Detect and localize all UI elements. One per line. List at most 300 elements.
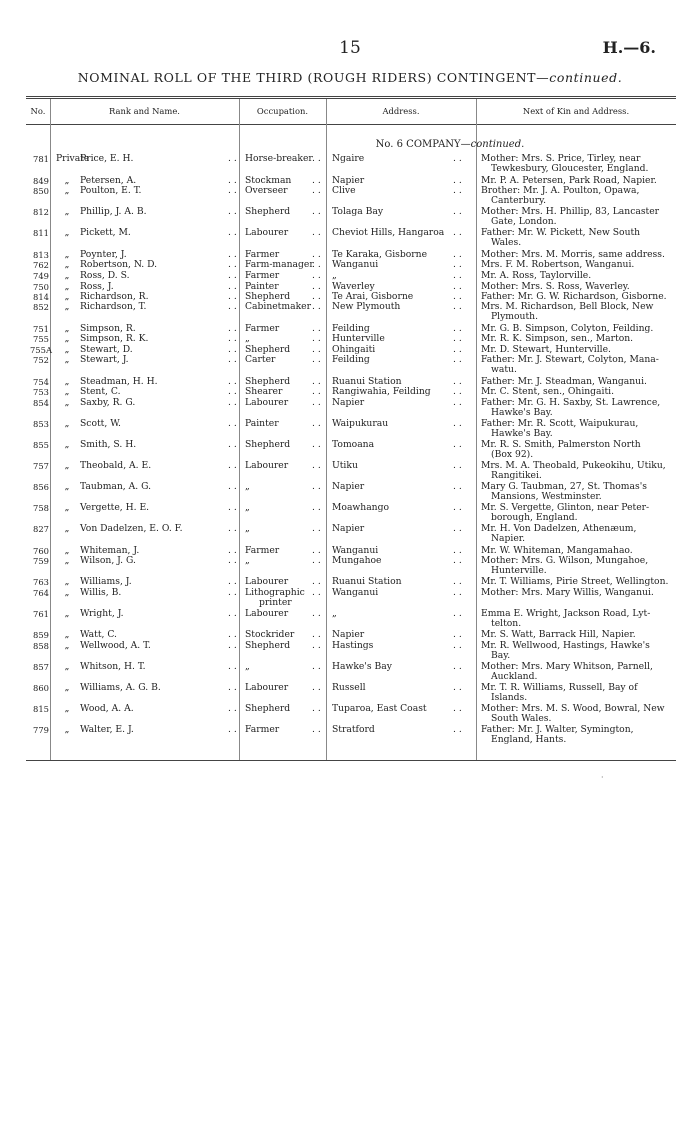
row-next-of-kin [481,228,673,249]
row-rank: „ [64,640,70,651]
row-rank: „ [64,270,70,281]
kin-line-2: watu. [491,364,517,376]
row-occupation [245,461,288,471]
occupation-line: Stockrider [245,629,295,640]
kin-line-1: Mr. T. R. Williams, Russell, Bay of [481,682,638,693]
occupation-line: Painter [245,281,279,292]
leader-dots: . . [312,175,321,186]
row-next-of-kin [481,641,673,662]
row-occupation [245,556,250,566]
kin-line-1: Mother: Mrs. H. Phillip, 83, Lancaster [481,206,660,217]
leader-dots: . . [228,376,237,387]
leader-dots: . . [228,608,237,619]
row-rank: „ [64,259,70,270]
row-occupation [245,503,250,513]
row-occupation [245,186,288,196]
occupation-line: Shepherd [245,291,291,302]
kin-line-1: Mother: Mrs. S. Ross, Waverley. [481,281,630,292]
row-name: Vergette, H. E. [80,502,150,513]
row-next-of-kin [481,556,673,577]
leader-dots: . . [312,555,321,566]
occupation-line: „ [245,523,250,534]
row-number: 763 [33,577,49,587]
row-rank: „ [64,724,70,735]
row-number: 761 [33,609,49,619]
leader-dots: . . [312,576,321,587]
row-name: Saxby, R. G. [80,397,136,408]
row-next-of-kin [481,355,673,376]
row-address: Russell [332,682,366,693]
kin-line-2: Hawke's Bay. [491,407,553,419]
row-occupation [245,440,290,450]
leader-dots: . . [312,481,321,492]
kin-line-2: telton. [491,618,522,630]
occupation-line: Lithographic [245,587,305,598]
row-number: 859 [33,630,49,640]
row-number: 779 [33,725,49,735]
leader-dots: . . [453,386,462,397]
row-address: Ruanui Station [332,576,402,587]
leader-dots: . . [312,703,321,714]
row-number: 853 [33,419,49,429]
leader-dots: . . [453,576,462,587]
leader-dots: . . [312,153,321,164]
leader-dots: . . [228,270,237,281]
row-number: 750 [33,282,49,292]
col-header-address: Address. [382,106,420,116]
row-next-of-kin [481,630,673,640]
row-address: Cheviot Hills, Hangaroa [332,227,445,238]
kin-line-2: Plymouth. [491,311,539,323]
leader-dots: . . [312,376,321,387]
occupation-line: Labourer [245,576,289,587]
row-name: Robertson, N. D. [80,259,158,270]
row-rank: „ [64,545,70,556]
leader-dots: . . [228,206,237,217]
row-occupation [245,546,279,556]
leader-dots: . . [312,259,321,270]
col-header-occupation: Occupation. [256,106,309,116]
leader-dots: . . [312,291,321,302]
row-rank: Private [56,153,90,164]
row-rank: „ [64,397,70,408]
occupation-line-2: printer [259,597,292,609]
kin-line-1: Father: Mr. J. Walter, Symington, [481,724,634,735]
row-address: Tolaga Bay [332,206,384,217]
leader-dots: . . [228,502,237,513]
row-number: 854 [33,398,49,408]
row-rank: „ [64,502,70,513]
leader-dots: . . [453,333,462,344]
kin-line-1: Mr. P. A. Petersen, Park Road, Napier. [481,175,657,186]
row-rank: „ [64,323,70,334]
col-header-kin: Next of Kin and Address. [522,106,630,116]
row-name: Poynter, J. [80,249,127,260]
leader-dots: . . [228,301,237,312]
col-divider-3 [326,99,327,760]
leader-dots: . . [312,397,321,408]
occupation-line: Labourer [245,460,289,471]
row-rank: „ [64,291,70,302]
row-number: 760 [33,546,49,556]
table-top-rule [26,96,676,97]
leader-dots: . . [228,460,237,471]
row-occupation [245,725,279,735]
row-name: Williams, J. [80,576,132,587]
row-address: Hawke's Bay [332,661,392,672]
occupation-line: Farm-manager [245,259,314,270]
row-name: Richardson, R. [80,291,149,302]
leader-dots: . . [228,344,237,355]
leader-dots: . . [312,270,321,281]
leader-dots: . . [453,376,462,387]
row-number: 754 [33,377,49,387]
row-occupation [245,704,290,714]
occupation-line: Farmer [245,270,280,281]
row-rank: „ [64,576,70,587]
occupation-line: Shepherd [245,206,291,217]
kin-line-1: Mr. R. Wellwood, Hastings, Hawke's [481,640,650,651]
kin-line-1: Father: Mr. G. W. Richardson, Gisborne. [481,291,667,302]
kin-line-2: borough, England. [491,512,578,524]
row-occupation [245,662,250,672]
row-number: 855 [33,440,49,450]
leader-dots: . . [453,344,462,355]
row-address: Napier [332,175,365,186]
row-address: Ngaire [332,153,365,164]
leader-dots: . . [228,545,237,556]
row-name: Smith, S. H. [80,439,137,450]
leader-dots: . . [228,418,237,429]
leader-dots: . . [228,227,237,238]
row-address: New Plymouth [332,301,401,312]
row-next-of-kin [481,683,673,704]
kin-line-2: Wales. [491,237,522,249]
row-number: 812 [33,207,49,217]
occupation-line: Farmer [245,249,280,260]
row-number: 764 [33,588,49,598]
kin-line-1: Mrs. M. Richardson, Bell Block, New [481,301,654,312]
occupation-line: Labourer [245,608,289,619]
row-rank: „ [64,629,70,640]
leader-dots: . . [453,281,462,292]
row-address: Te Karaka, Gisborne [332,249,428,260]
row-occupation [245,324,279,334]
occupation-line: Stockman [245,175,292,186]
col-divider-1 [50,99,51,760]
kin-line-1: Father: Mr. J. Steadman, Wanganui. [481,376,647,387]
row-number: 759 [33,556,49,566]
leader-dots: . . [228,481,237,492]
header-bottom-rule [26,124,676,125]
kin-line-2: Auckland. [491,671,538,683]
row-rank: „ [64,555,70,566]
row-occupation [245,228,288,238]
row-number: 758 [33,503,49,513]
row-rank: „ [64,460,70,471]
leader-dots: . . [453,185,462,196]
kin-line-2: Rangitikei. [491,470,542,482]
row-next-of-kin [481,609,673,630]
occupation-line: Painter [245,418,279,429]
leader-dots: . . [453,545,462,556]
leader-dots: . . [453,227,462,238]
leader-dots: . . [312,661,321,672]
leader-dots: . . [453,270,462,281]
row-next-of-kin [481,524,673,545]
leader-dots: . . [453,724,462,735]
kin-line-1: Father: Mr. W. Pickett, New South [481,227,641,238]
leader-dots: . . [312,629,321,640]
row-name: Wright, J. [80,608,124,619]
row-address: Tuparoa, East Coast [332,703,427,714]
kin-line-1: Mary G. Taubman, 27, St. Thomas's [481,481,647,492]
row-occupation [245,419,279,429]
row-number: 781 [33,154,49,164]
row-name: Theobald, A. E. [80,460,152,471]
row-number: 755 [33,334,49,344]
row-next-of-kin [481,725,673,746]
leader-dots: . . [453,418,462,429]
kin-line-1: Mr. T. Williams, Pirie Street, Wellington. [481,576,669,587]
leader-dots: . . [312,227,321,238]
row-address: Napier [332,397,365,408]
row-number: 856 [33,482,49,492]
row-rank: „ [64,703,70,714]
row-occupation [245,334,250,344]
row-rank: „ [64,608,70,619]
row-next-of-kin [481,387,673,397]
row-next-of-kin [481,482,673,503]
row-number: 751 [33,324,49,334]
leader-dots: . . [228,439,237,450]
kin-line-1: Mr. H. Von Dadelzen, Athenæum, [481,523,637,534]
leader-dots: . . [453,523,462,534]
occupation-line: Farmer [245,724,280,735]
occupation-line: Shepherd [245,344,291,355]
section-continued: continued. [470,139,525,150]
section-label: No. 6 COMPANY— [375,139,471,150]
occupation-line: Labourer [245,682,289,693]
leader-dots: . . [312,301,321,312]
leader-dots: . . [312,587,321,598]
occupation-line: Shepherd [245,439,291,450]
leader-dots: . . [312,608,321,619]
leader-dots: . . [312,502,321,513]
row-occupation [245,588,305,609]
row-name: Taubman, A. G. [80,481,152,492]
row-occupation [245,207,290,217]
leader-dots: . . [312,418,321,429]
row-number: 858 [33,641,49,651]
row-name: Ross, D. S. [80,270,130,281]
row-rank: „ [64,481,70,492]
leader-dots: . . [453,640,462,651]
row-name: Wood, A. A. [80,703,134,714]
row-number: 815 [33,704,49,714]
leader-dots: . . [453,481,462,492]
row-name: Phillip, J. A. B. [80,206,147,217]
row-name: Pickett, M. [80,227,131,238]
leader-dots: . . [453,397,462,408]
leader-dots: . . [453,291,462,302]
row-next-of-kin [481,419,673,440]
row-next-of-kin [481,662,673,683]
kin-line-1: Brother: Mr. J. A. Poulton, Opawa, [481,185,640,196]
kin-line-2: South Wales. [491,713,552,725]
row-address: Ruanui Station [332,376,402,387]
occupation-line: Shepherd [245,376,291,387]
row-address: Feilding [332,323,370,334]
kin-line-1: Father: Mr. G. H. Saxby, St. Lawrence, [481,397,661,408]
section-heading [240,139,660,150]
row-number: 755A [29,345,53,355]
leader-dots: . . [453,175,462,186]
row-number: 753 [33,387,49,397]
kin-line-1: Mother: Mrs. M. Morris, same address. [481,249,665,260]
row-name: Stent, C. [80,386,121,397]
row-rank: „ [64,587,70,598]
row-next-of-kin [481,154,673,175]
leader-dots: . . [228,523,237,534]
row-name: Von Dadelzen, E. O. F. [80,523,183,534]
row-occupation [245,154,313,164]
leader-dots: . . [453,555,462,566]
table-bottom-rule [26,760,676,761]
row-name: Simpson, R. [80,323,136,334]
row-name: Simpson, R. K. [80,333,149,344]
col-header-rank-name: Rank and Name. [109,106,180,116]
kin-line-1: Mr. D. Stewart, Hunterville. [481,344,611,355]
leader-dots: . . [453,249,462,260]
occupation-line: Horse-breaker [245,153,313,164]
row-address: Moawhango [332,502,390,513]
row-rank: „ [64,206,70,217]
row-address: Rangiwahia, Feilding [332,386,431,397]
row-address: „ [332,608,337,619]
leader-dots: . . [312,640,321,651]
row-number: 857 [33,662,49,672]
leader-dots: . . [453,629,462,640]
row-address: Feilding [332,354,370,365]
occupation-line: Farmer [245,545,280,556]
row-rank: „ [64,333,70,344]
row-occupation [245,577,288,587]
kin-line-2: Islands. [491,692,528,704]
leader-dots: . . [312,333,321,344]
leader-dots: . . [228,555,237,566]
leader-dots: . . [312,545,321,556]
row-name: Stewart, D. [80,344,133,355]
kin-line-2: (Box 92). [491,449,534,461]
title-text: NOMINAL ROLL OF THE THIRD (ROUGH RIDERS) CONTINGENT— [77,70,550,85]
row-rank: „ [64,376,70,387]
leader-dots: . . [228,333,237,344]
leader-dots: . . [453,460,462,471]
row-address: Napier [332,629,365,640]
leader-dots: . . [228,281,237,292]
occupation-line: Labourer [245,227,289,238]
row-number: 813 [33,250,49,260]
leader-dots: . . [228,153,237,164]
row-address: Waipukurau [332,418,389,429]
leader-dots: . . [312,386,321,397]
kin-line-1: Mr. R. S. Smith, Palmerston North [481,439,641,450]
occupation-line: „ [245,502,250,513]
row-name: Stewart, J. [80,354,129,365]
kin-line-2: Napier. [491,533,526,545]
row-next-of-kin [481,207,673,228]
leader-dots: . . [228,724,237,735]
leader-dots: . . [228,629,237,640]
row-rank: „ [64,682,70,693]
row-number: 827 [33,524,49,534]
row-occupation [245,260,314,270]
kin-line-1: Mother: Mrs. M. S. Wood, Bowral, New [481,703,665,714]
leader-dots: . . [312,281,321,292]
leader-dots: . . [453,608,462,619]
kin-line-1: Mother: Mrs. Mary Willis, Wanganui. [481,587,654,598]
row-occupation [245,683,288,693]
row-next-of-kin [481,461,673,482]
row-address: Clive [332,185,356,196]
row-next-of-kin [481,440,673,461]
row-occupation [245,609,288,619]
row-address: Utiku [332,460,358,471]
row-next-of-kin [481,398,673,419]
row-rank: „ [64,185,70,196]
row-name: Price, E. H. [80,153,134,164]
row-name: Whitson, H. T. [80,661,146,672]
leader-dots: . . [228,682,237,693]
leader-dots: . . [453,323,462,334]
kin-line-1: Emma E. Wright, Jackson Road, Lyt- [481,608,651,619]
leader-dots: . . [228,323,237,334]
occupation-line: Shepherd [245,703,291,714]
leader-dots: . . [228,291,237,302]
occupation-line: „ [245,333,250,344]
leader-dots: . . [453,354,462,365]
row-address: Waverley [332,281,375,292]
row-number: 849 [33,176,49,186]
kin-line-1: Mr. S. Watt, Barrack Hill, Napier. [481,629,636,640]
row-number: 852 [33,302,49,312]
row-rank: „ [64,301,70,312]
row-next-of-kin [481,302,673,323]
leader-dots: . . [453,587,462,598]
leader-dots: . . [312,682,321,693]
row-number: 757 [33,461,49,471]
row-occupation [245,524,250,534]
row-address: Napier [332,481,365,492]
kin-line-2: England, Hants. [491,734,567,746]
leader-dots: . . [312,724,321,735]
row-name: Ross, J. [80,281,114,292]
row-number: 762 [33,260,49,270]
leader-dots: . . [228,397,237,408]
leader-dots: . . [312,354,321,365]
kin-line-1: Mother: Mrs. Mary Whitson, Parnell, [481,661,653,672]
leader-dots: . . [228,175,237,186]
row-rank: „ [64,227,70,238]
row-rank: „ [64,439,70,450]
row-name: Williams, A. G. B. [80,682,161,693]
row-address: Wanganui [332,587,379,598]
col-divider-2 [239,99,240,760]
row-rank: „ [64,523,70,534]
kin-line-1: Mr. A. Ross, Taylorville. [481,270,592,281]
row-next-of-kin [481,271,673,281]
